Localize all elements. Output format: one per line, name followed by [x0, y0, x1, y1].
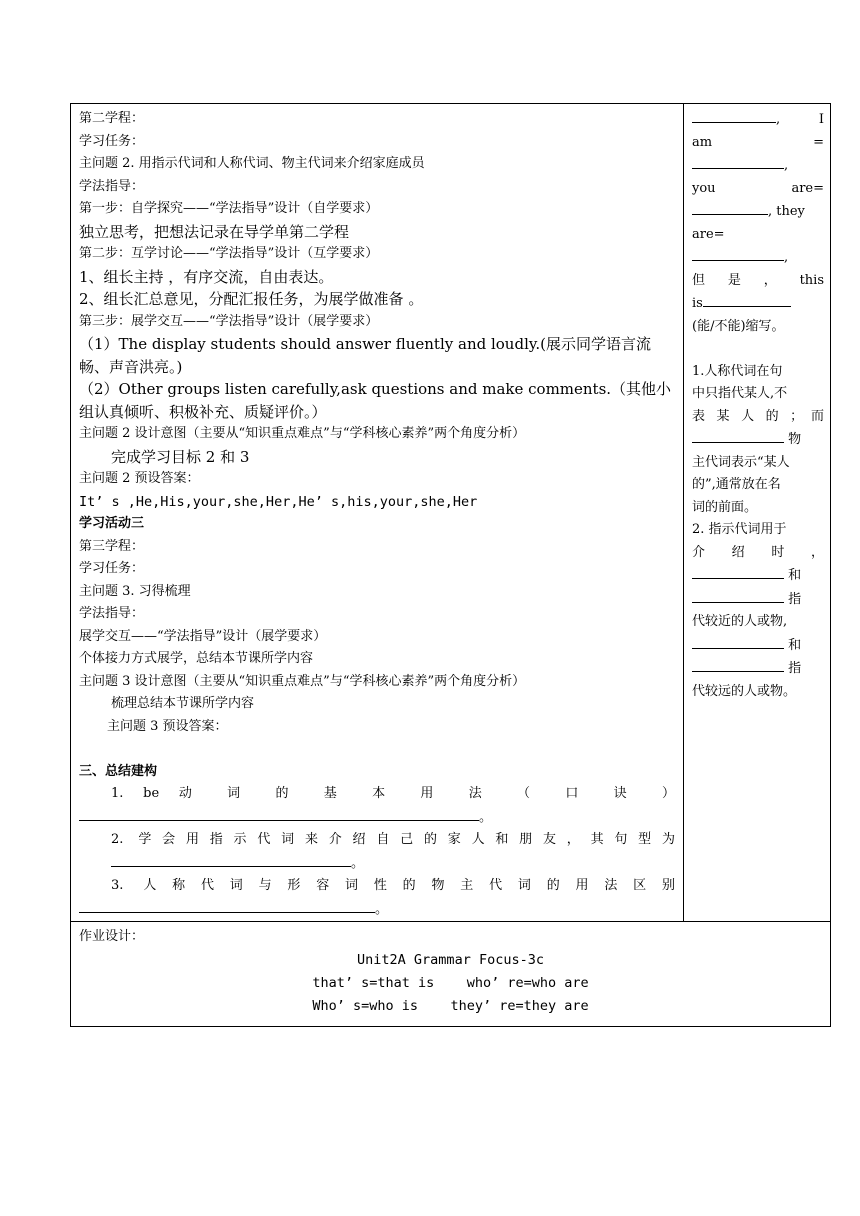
main-content-cell — [71, 104, 684, 922]
text-line: 学法指导： — [79, 178, 145, 194]
note-line: 代较远的人或物。 — [692, 683, 797, 699]
text-line: 1、组长主持 ，有序交流，自由表达。 — [79, 267, 334, 286]
text-line: 第三学程： — [79, 538, 145, 554]
note-line: 中只指代某人,不 — [692, 386, 788, 401]
text-line: It’ s ,He,His,your,she,Her,He’ s,his,your,she,Her — [79, 493, 478, 510]
note-line: 物 — [692, 428, 824, 452]
fill-line: 。 — [79, 898, 675, 922]
answer-blank — [79, 806, 479, 821]
text-line: 第二学程： — [79, 111, 145, 126]
note-line: am = — [692, 134, 824, 150]
note-line: 主代词表示“某人 — [692, 454, 790, 470]
text-line: 2、组长汇总意见，分配汇报任务，为展学做准备 。 — [79, 290, 424, 308]
note-line: you are= — [692, 180, 824, 196]
note-line: 词的前面。 — [692, 499, 758, 515]
section-heading: 三、总结建构 — [79, 763, 158, 779]
note-line: , — [692, 154, 824, 178]
text-line: 主问题 3 设计意图（主要从“知识重点难点”与“学科核心素养”两个角度分析） — [79, 673, 526, 689]
homework-cell — [71, 922, 831, 1027]
homework-line: Unit2A Grammar Focus-3c — [357, 951, 544, 968]
answer-blank — [692, 246, 784, 261]
answer-blank — [692, 657, 784, 672]
text-line: 3. 人称代词与形容词性的物主代词的用法区别 — [111, 878, 675, 893]
text-line: 第一步：自学探究——“学法指导”设计（自学要求） — [79, 201, 379, 216]
note-line: 2. 指示代词用于 — [692, 522, 787, 537]
answer-blank — [692, 200, 768, 215]
text-line: 第三步：展学交互——“学法指导”设计（展学要求） — [79, 313, 379, 329]
text-line: 主问题 3. 习得梳理 — [79, 583, 191, 599]
answer-blank — [692, 634, 784, 649]
text-line: （1）The display students should answer fluently and loudly.(展示同学语言流畅、声音洪亮。) — [79, 335, 651, 376]
text-line: 主问题 2 设计意图（主要从“知识重点难点”与“学科核心素养”两个角度分析） — [79, 426, 526, 441]
text-line: 学习任务： — [79, 133, 145, 149]
note-line: 但 是 ， this — [692, 272, 824, 288]
note-line: are= — [692, 226, 725, 242]
text-line: 独立思考，把想法记录在导学单第二学程 — [79, 222, 350, 241]
text-line: 第二步：互学讨论——“学法指导”设计（互学要求） — [79, 246, 379, 261]
text-line: 主问题 2. 用指示代词和人称代词、物主代词来介绍家庭成员 — [79, 156, 425, 171]
fill-line: 。 — [79, 806, 675, 830]
text-line: 学习任务： — [79, 561, 145, 576]
section-heading: 学习活动三 — [79, 516, 145, 531]
homework-label: 作业设计： — [79, 929, 145, 944]
text-line: 展学交互——“学法指导”设计（展学要求） — [79, 628, 327, 644]
note-line: 和 — [692, 564, 824, 588]
note-line: 的”,通常放在名 — [692, 477, 781, 492]
text-line: 2. 学会用指示代词来介绍自己的家人和朋友，其句型为 — [111, 832, 675, 847]
note-line: 指 — [692, 588, 824, 612]
text-line: 梳理总结本节课所学内容 — [111, 696, 255, 711]
answer-blank — [692, 154, 784, 169]
answer-blank — [692, 108, 776, 123]
answer-blank — [703, 292, 791, 307]
note-line: , I — [692, 108, 824, 132]
answer-blank — [692, 588, 784, 603]
fill-line: 。 — [79, 852, 675, 876]
note-line: , they — [692, 200, 824, 224]
answer-blank — [692, 564, 784, 579]
homework-line: that’ s=that is who’ re=who are — [312, 974, 589, 991]
answer-blank — [79, 898, 375, 913]
answer-blank — [692, 428, 784, 443]
text-line: 完成学习目标 2 和 3 — [111, 447, 250, 466]
note-line: 代较近的人或物, — [692, 614, 788, 629]
text-line: 主问题 3 预设答案： — [107, 718, 228, 734]
note-line: 和 — [692, 634, 824, 658]
side-notes-cell — [684, 104, 831, 922]
note-line: 表 某 人 的 ； 而 — [692, 408, 824, 424]
text-line: 1. be 动 词 的 基 本 用 法 （ 口 诀 ） — [111, 786, 675, 801]
text-line: 学法指导： — [79, 606, 145, 621]
text-line: 个体接力方式展学，总结本节课所学内容 — [79, 651, 314, 666]
note-line: 1.人称代词在句 — [692, 363, 783, 379]
blank-line — [692, 338, 824, 361]
note-line: is — [692, 292, 824, 316]
homework-line: Who’ s=who is they’ re=they are — [312, 997, 589, 1014]
text-line: 主问题 2 预设答案： — [79, 471, 200, 486]
blank-line — [79, 738, 675, 761]
note-line: 介 绍 时 ， — [692, 544, 824, 560]
note-line: , — [692, 246, 824, 270]
note-line: (能/不能)缩写。 — [692, 318, 785, 334]
text-line: （2）Other groups listen carefully,ask questions and make comments.（其他小组认真倾听、积极补充、质疑评价。） — [79, 380, 672, 421]
answer-blank — [111, 852, 351, 867]
lesson-table — [70, 103, 831, 1027]
note-line: 指 — [692, 657, 824, 681]
